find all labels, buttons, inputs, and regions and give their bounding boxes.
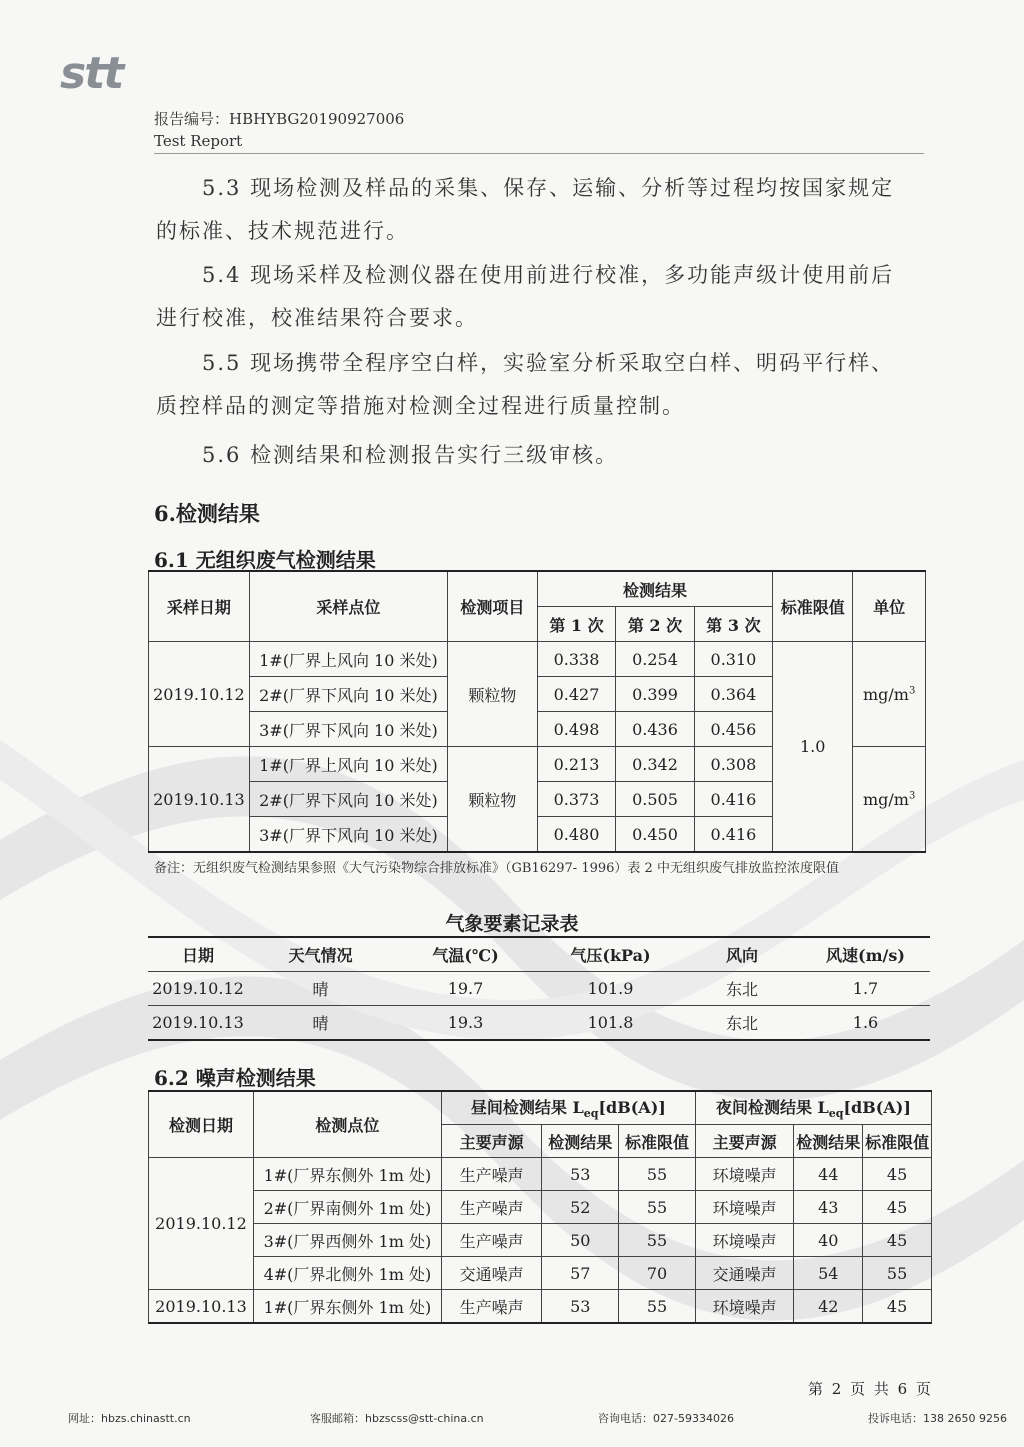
night-sub: eq (828, 1107, 844, 1121)
section-6-2-title: 6.2 噪声检测结果 (154, 1066, 316, 1090)
col-limit: 标准限值 (773, 571, 853, 642)
cell: 43 (794, 1191, 863, 1224)
cell: 70 (619, 1257, 696, 1290)
cell: 55 (619, 1158, 696, 1191)
col-date: 检测日期 (149, 1091, 254, 1158)
cell-value: 0.436 (616, 712, 694, 747)
cell: 42 (794, 1290, 863, 1324)
unit-exp: 3 (908, 685, 916, 697)
cell: 101.8 (538, 1006, 683, 1041)
cell: 45 (863, 1158, 932, 1191)
col-round-3: 第 3 次 (694, 607, 772, 642)
footer-website: 网址：hbzs.chinastt.cn (68, 1412, 191, 1425)
cell: 44 (794, 1158, 863, 1191)
unit-base: mg/m (862, 789, 909, 809)
cell-point: 1#(厂界上风向 10 米处) (249, 747, 447, 782)
cell-value: 0.310 (694, 642, 772, 677)
cell-value: 0.342 (616, 747, 694, 782)
cell-value: 0.308 (694, 747, 772, 782)
cell-point: 2#(厂界下风向 10 米处) (249, 677, 447, 712)
cell-value: 0.498 (537, 712, 615, 747)
cell: 东北 (683, 972, 801, 1006)
cell: 环境噪声 (695, 1290, 794, 1324)
cell-value: 0.254 (616, 642, 694, 677)
table-row (149, 1257, 932, 1290)
unit-exp: 3 (908, 790, 916, 802)
cell: 57 (542, 1257, 619, 1290)
cell: 45 (863, 1191, 932, 1224)
paragraph-5-3: 5.3 现场检测及样品的采集、保存、运输、分析等过程均按国家规定的标准、技术规范进行。 (156, 176, 895, 243)
cell-limit: 1.0 (773, 642, 853, 853)
cell-value: 0.338 (537, 642, 615, 677)
table-row (149, 1290, 932, 1324)
unit-base: mg/m (862, 684, 909, 704)
cell: 环境噪声 (695, 1158, 794, 1191)
cell: 交通噪声 (695, 1257, 794, 1290)
cell: 52 (542, 1191, 619, 1224)
col-temperature: 气温(℃) (393, 937, 538, 972)
section-6-title: 6.检测结果 (154, 501, 260, 526)
col-test-result: 检测结果 (537, 571, 772, 607)
report-label: Test Report (154, 132, 243, 150)
col-unit: 单位 (853, 571, 926, 642)
cell-point: 1#(厂界上风向 10 米处) (249, 642, 447, 677)
day-unit: [dB(A)] (598, 1098, 666, 1118)
cell-value: 0.427 (537, 677, 615, 712)
cell-unit (853, 642, 926, 747)
col-day-limit: 标准限值 (619, 1125, 696, 1158)
cell-point: 3#(厂界下风向 10 米处) (249, 817, 447, 853)
col-night-limit: 标准限值 (863, 1125, 932, 1158)
cell: 50 (542, 1224, 619, 1257)
col-night-result (695, 1091, 931, 1125)
col-point: 检测点位 (253, 1091, 441, 1158)
cell: 2019.10.13 (148, 1006, 248, 1041)
cell: 生产噪声 (441, 1191, 542, 1224)
table-row (148, 1006, 930, 1041)
paragraph-5-4: 5.4 现场采样及检测仪器在使用前进行校准，多功能声级计使用前后进行校准，校准结果符合要求。 (156, 263, 895, 330)
col-wind-direction: 风向 (683, 937, 801, 972)
exhaust-note: 备注：无组织废气检测结果参照《大气污染物综合排放标准》（GB16297- 1996）表 2 中无组织废气排放监控浓度限值 (154, 861, 839, 876)
cell: 2019.10.12 (148, 972, 248, 1006)
cell: 1.7 (801, 972, 930, 1006)
cell-value: 0.416 (694, 782, 772, 817)
page-number: 第 2 页 共 6 页 (808, 1380, 933, 1398)
cell: 53 (542, 1158, 619, 1191)
cell-value: 0.450 (616, 817, 694, 853)
cell: 54 (794, 1257, 863, 1290)
exhaust-gas-table (148, 570, 926, 853)
cell: 生产噪声 (441, 1224, 542, 1257)
cell: 交通噪声 (441, 1257, 542, 1290)
day-sub: eq (583, 1107, 599, 1121)
cell-date: 2019.10.13 (149, 1290, 254, 1324)
cell-point: 2#(厂界下风向 10 米处) (249, 782, 447, 817)
header-divider (154, 153, 924, 154)
col-round-2: 第 2 次 (616, 607, 694, 642)
cell: 环境噪声 (695, 1191, 794, 1224)
table-row (149, 1158, 932, 1191)
paragraph-5-6: 5.6 检测结果和检测报告实行三级审核。 (202, 443, 619, 467)
table-row (148, 972, 930, 1006)
cell: 晴 (248, 972, 393, 1006)
cell-unit (853, 747, 926, 853)
col-sample-date: 采样日期 (149, 571, 250, 642)
cell: 1#(厂界东侧外 1m 处) (253, 1158, 441, 1191)
cell: 环境噪声 (695, 1224, 794, 1257)
cell-value: 0.456 (694, 712, 772, 747)
cell: 4#(厂界北侧外 1m 处) (253, 1257, 441, 1290)
col-day-source: 主要声源 (441, 1125, 542, 1158)
cell-item: 颗粒物 (447, 642, 537, 747)
cell: 19.7 (393, 972, 538, 1006)
weather-table (148, 936, 930, 1041)
col-round-1: 第 1 次 (537, 607, 615, 642)
table-row (149, 642, 926, 677)
col-date: 日期 (148, 937, 248, 972)
cell: 53 (542, 1290, 619, 1324)
cell: 生产噪声 (441, 1158, 542, 1191)
col-wind-speed: 风速(m/s) (801, 937, 930, 972)
cell: 生产噪声 (441, 1290, 542, 1324)
footer-phone: 咨询电话：027-59334026 (598, 1412, 734, 1425)
section-6-1-title: 6.1 无组织废气检测结果 (154, 548, 376, 572)
table-row (149, 1191, 932, 1224)
cell: 1.6 (801, 1006, 930, 1041)
cell-value: 0.373 (537, 782, 615, 817)
cell-value: 0.364 (694, 677, 772, 712)
cell: 2#(厂界南侧外 1m 处) (253, 1191, 441, 1224)
cell: 东北 (683, 1006, 801, 1041)
cell: 55 (619, 1224, 696, 1257)
col-pressure: 气压(kPa) (538, 937, 683, 972)
cell: 101.9 (538, 972, 683, 1006)
cell: 55 (863, 1257, 932, 1290)
cell: 3#(厂界西侧外 1m 处) (253, 1224, 441, 1257)
footer-email: 客服邮箱：hbzscss@stt-china.cn (310, 1412, 484, 1425)
company-logo: stt (60, 48, 123, 99)
cell: 55 (619, 1290, 696, 1324)
cell: 45 (863, 1224, 932, 1257)
table-row (149, 1224, 932, 1257)
cell: 1#(厂界东侧外 1m 处) (253, 1290, 441, 1324)
night-label: 夜间检测结果 L (715, 1098, 829, 1118)
night-unit: [dB(A)] (843, 1098, 911, 1118)
col-day-result-value: 检测结果 (542, 1125, 619, 1158)
cell: 45 (863, 1290, 932, 1324)
cell: 55 (619, 1191, 696, 1224)
cell-point: 3#(厂界下风向 10 米处) (249, 712, 447, 747)
weather-table-title: 气象要素记录表 (445, 913, 579, 935)
col-night-result-value: 检测结果 (794, 1125, 863, 1158)
cell-date: 2019.10.12 (149, 1158, 254, 1290)
report-number: 报告编号：HBHYBG20190927006 (154, 110, 405, 128)
paragraph-5-5: 5.5 现场携带全程序空白样，实验室分析采取空白样、明码平行样、质控样品的测定等措施对检测全过程进行质量控制。 (156, 351, 895, 418)
cell: 19.3 (393, 1006, 538, 1041)
cell-date: 2019.10.12 (149, 642, 250, 747)
col-sample-point: 采样点位 (249, 571, 447, 642)
cell-item: 颗粒物 (447, 747, 537, 853)
cell-date: 2019.10.13 (149, 747, 250, 853)
col-test-item: 检测项目 (447, 571, 537, 642)
col-weather: 天气情况 (248, 937, 393, 972)
cell-value: 0.480 (537, 817, 615, 853)
footer-complaint: 投诉电话：138 2650 9256 (868, 1412, 1007, 1425)
day-label: 昼间检测结果 L (470, 1098, 584, 1118)
cell: 晴 (248, 1006, 393, 1041)
cell-value: 0.505 (616, 782, 694, 817)
cell-value: 0.213 (537, 747, 615, 782)
col-day-result (441, 1091, 695, 1125)
cell: 40 (794, 1224, 863, 1257)
noise-table (148, 1090, 932, 1324)
col-night-source: 主要声源 (695, 1125, 794, 1158)
cell-value: 0.416 (694, 817, 772, 853)
cell-value: 0.399 (616, 677, 694, 712)
